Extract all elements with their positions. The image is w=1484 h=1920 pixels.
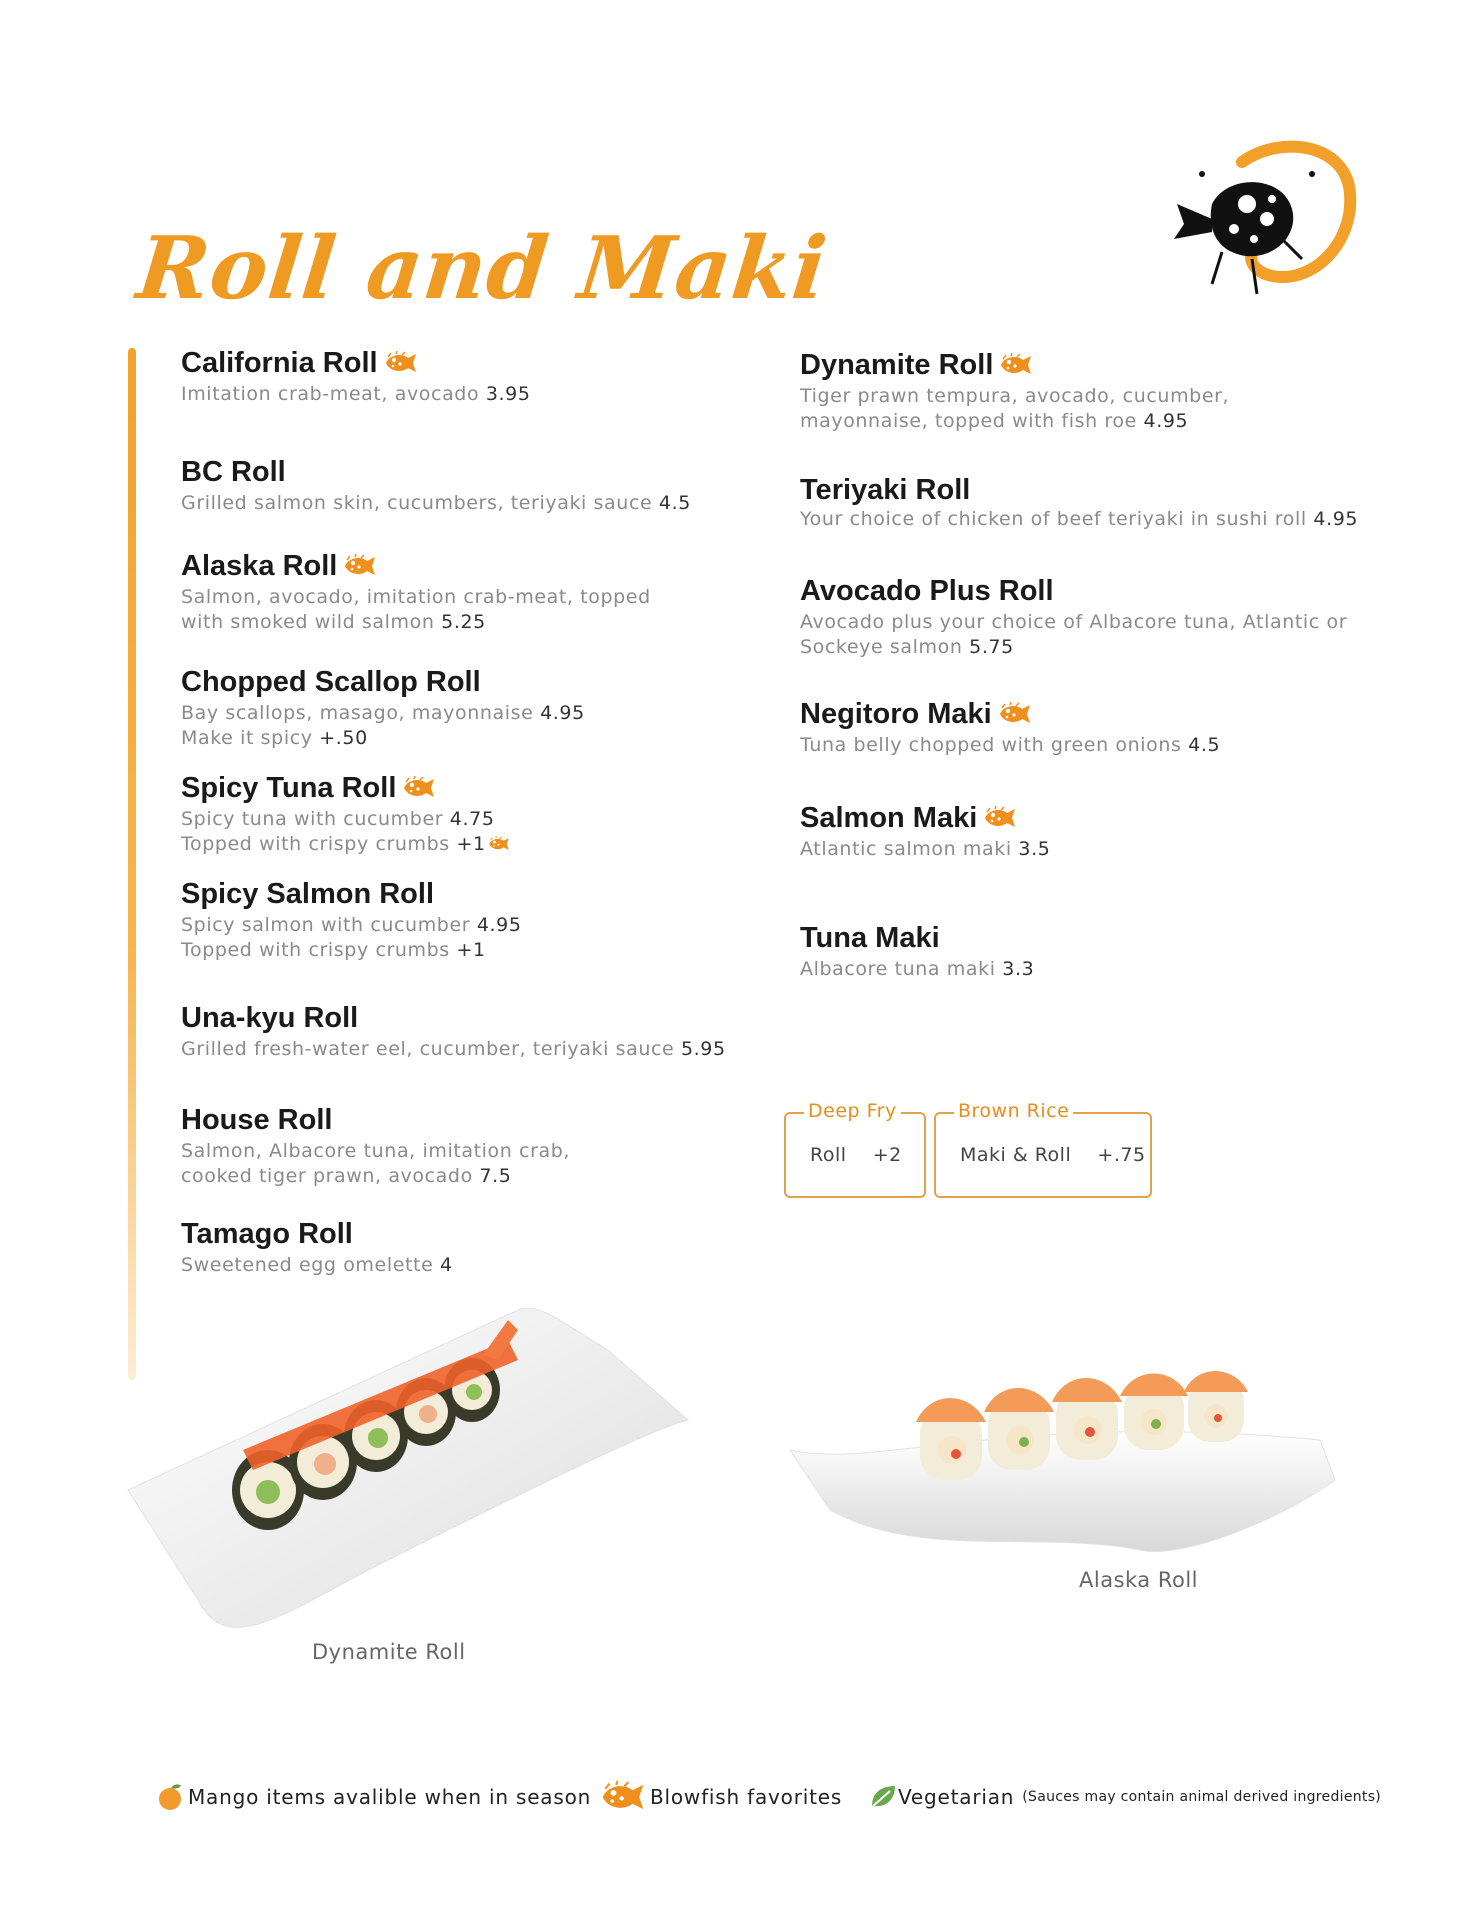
menu-item-spicy-tuna-roll: [181, 771, 510, 857]
blowfish-icon: [998, 702, 1032, 726]
item-desc: Avocado plus your choice of Albacore tuna, Atlantic or: [800, 611, 1348, 633]
blowfish-icon: [384, 351, 418, 375]
item-price: 3.5: [1018, 838, 1051, 860]
menu-item-alaska-roll: [181, 549, 651, 635]
item-price: 7.5: [479, 1165, 512, 1187]
item-desc: Spicy salmon with cucumber: [181, 914, 471, 936]
alaska-roll-caption: Alaska Roll: [1079, 1568, 1199, 1592]
item-price: 5.25: [441, 611, 486, 633]
legend-vegetarian-label: Vegetarian: [898, 1785, 1015, 1809]
legend-vegetarian-note: (Sauces may contain animal derived ingredients): [1022, 1789, 1382, 1805]
item-desc: Grilled fresh-water eel, cucumber, teriyaki sauce: [181, 1038, 675, 1060]
mango-icon: [156, 1782, 186, 1812]
item-desc: Atlantic salmon maki: [800, 838, 1012, 860]
item-price: 3.3: [1002, 958, 1035, 980]
blowfish-icon: [402, 776, 436, 800]
item-price: +1: [456, 833, 486, 855]
item-name: Alaska Roll: [181, 550, 338, 582]
menu-item-spicy-salmon-roll: [181, 877, 522, 963]
item-desc: Topped with crispy crumbs: [181, 833, 450, 855]
item-desc: Tiger prawn tempura, avocado, cucumber,: [800, 385, 1230, 407]
item-price: 4: [440, 1254, 453, 1276]
item-desc: Salmon, avocado, imitation crab-meat, topped: [181, 586, 651, 608]
item-name: Spicy Salmon Roll: [181, 878, 434, 910]
menu-item-avocado-plus-roll: [800, 574, 1347, 660]
legend-vegetarian: [868, 1782, 1381, 1812]
menu-item-california-roll: [181, 346, 531, 407]
blowfish-icon: [983, 806, 1017, 830]
item-desc: Sweetened egg omelette: [181, 1254, 434, 1276]
blowfish-logo: [1172, 134, 1372, 304]
item-desc: Salmon, Albacore tuna, imitation crab,: [181, 1140, 571, 1162]
item-price: 4.5: [658, 492, 691, 514]
menu-item-tamago-roll: [181, 1217, 453, 1278]
item-name: Chopped Scallop Roll: [181, 666, 481, 698]
blowfish-icon: [999, 353, 1033, 377]
item-desc: Imitation crab-meat, avocado: [181, 383, 480, 405]
menu-item-bc-roll: [181, 455, 691, 516]
item-price: 4.75: [449, 808, 495, 830]
menu-item-house-roll: [181, 1103, 570, 1189]
item-price: 5.75: [969, 636, 1014, 658]
brown-rice-option-box: [934, 1100, 1152, 1198]
item-name: Negitoro Maki: [800, 698, 992, 730]
item-desc: Grilled salmon skin, cucumbers, teriyaki sauce: [181, 492, 653, 514]
alaska-roll-photo: [760, 1370, 1360, 1590]
item-name: BC Roll: [181, 456, 286, 488]
menu-item-dynamite-roll: [800, 348, 1229, 434]
item-price: 3.95: [485, 383, 531, 405]
item-price: +.50: [319, 727, 368, 749]
item-desc: with smoked wild salmon: [181, 611, 435, 633]
menu-item-salmon-maki: [800, 801, 1050, 862]
blowfish-icon: [600, 1780, 646, 1814]
dynamite-roll-caption: Dynamite Roll: [312, 1640, 466, 1664]
item-name: Avocado Plus Roll: [800, 575, 1054, 607]
menu-item-chopped-scallop-roll: [181, 665, 585, 751]
item-desc: Make it spicy: [181, 727, 313, 749]
legend-blowfish-label: Blowfish favorites: [650, 1785, 843, 1809]
dynamite-roll-photo: [88, 1300, 708, 1660]
item-name: Salmon Maki: [800, 802, 978, 834]
item-desc: Tuna belly chopped with green onions: [800, 734, 1182, 756]
item-name: House Roll: [181, 1104, 333, 1136]
item-name: Una-kyu Roll: [181, 1002, 359, 1034]
item-price: 4.5: [1188, 734, 1221, 756]
legend-blowfish: [600, 1780, 842, 1814]
blowfish-icon: [343, 554, 377, 578]
item-price: 5.95: [680, 1038, 726, 1060]
item-desc: Sockeye salmon: [800, 636, 963, 658]
item-desc: Spicy tuna with cucumber: [181, 808, 444, 830]
menu-item-tuna-maki: [800, 921, 1034, 982]
item-price: 4.95: [476, 914, 522, 936]
item-desc: Your choice of chicken of beef teriyaki in sushi roll: [800, 508, 1307, 530]
item-desc: Bay scallops, masago, mayonnaise: [181, 702, 534, 724]
item-price: 4.95: [1313, 508, 1359, 530]
page-title: Roll and Maki: [132, 218, 832, 319]
menu-item-una-kyu-roll: [181, 1001, 726, 1062]
deep-fry-option-box: [784, 1100, 926, 1198]
item-desc: mayonnaise, topped with fish roe: [800, 410, 1137, 432]
brown-rice-label: Brown Rice: [954, 1100, 1073, 1122]
decorative-brush-line: [128, 348, 136, 1380]
legend-mango: [156, 1782, 591, 1812]
item-name: Teriyaki Roll: [800, 474, 971, 506]
item-desc: Albacore tuna maki: [800, 958, 1003, 980]
menu-item-negitoro-maki: [800, 697, 1220, 758]
leaf-icon: [868, 1782, 898, 1812]
item-name: California Roll: [181, 347, 378, 379]
brown-rice-price: Maki & Roll +.75: [960, 1144, 1146, 1166]
menu-item-teriyaki-roll: [800, 473, 1358, 532]
item-price: 4.95: [1143, 410, 1189, 432]
blowfish-icon: [488, 836, 510, 852]
item-name: Tamago Roll: [181, 1218, 353, 1250]
deep-fry-price: Roll +2: [810, 1144, 902, 1166]
item-price: 4.95: [540, 702, 585, 724]
item-name: Tuna Maki: [800, 922, 940, 954]
item-desc: cooked tiger prawn, avocado: [181, 1165, 473, 1187]
deep-fry-label: Deep Fry: [804, 1100, 901, 1122]
legend-mango-label: Mango items avalible when in season: [188, 1785, 592, 1809]
item-name: Spicy Tuna Roll: [181, 772, 397, 804]
item-price: +1: [456, 939, 486, 961]
item-desc: Topped with crispy crumbs: [181, 939, 450, 961]
item-name: Dynamite Roll: [800, 349, 994, 381]
